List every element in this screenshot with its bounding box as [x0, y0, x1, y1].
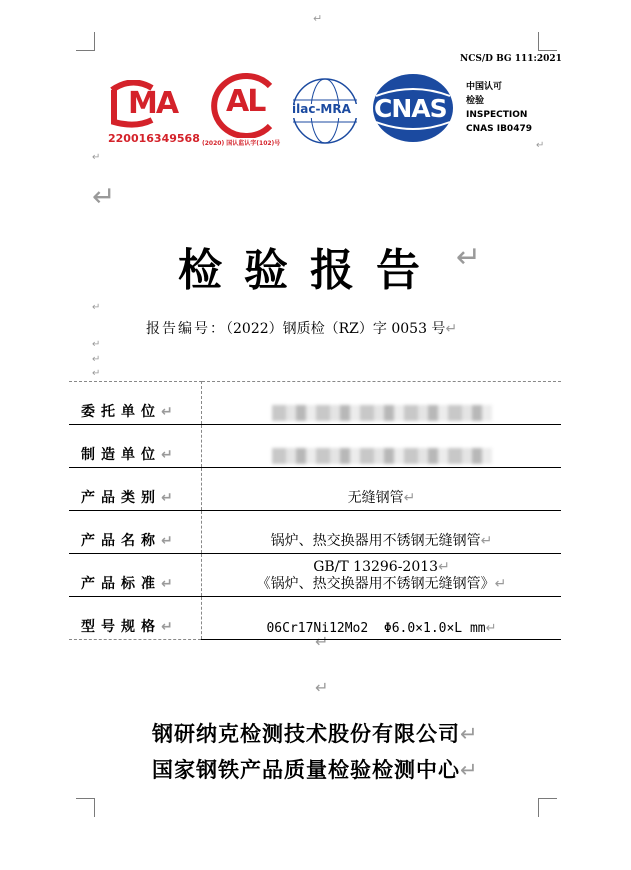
- row-label-category: 产品类别↵: [69, 468, 202, 511]
- row-label-spec: 型号规格↵: [69, 597, 202, 640]
- row-value-client: [202, 382, 562, 425]
- paragraph-mark: ↵: [315, 678, 329, 697]
- paragraph-mark: ↵: [536, 140, 545, 151]
- standard-code: GB/T 13296-2013: [313, 559, 439, 575]
- table-row: [69, 425, 561, 468]
- table-row: [69, 597, 561, 640]
- row-value-standard: GB/T 13296-2013↵ 《锅炉、热交换器用不锈钢无缝钢管》↵: [202, 554, 562, 597]
- table-row: [69, 468, 561, 511]
- cal-logo: [200, 72, 286, 152]
- crop-mark-bottom-left: [76, 798, 95, 817]
- side-line-1: 中国认可: [466, 82, 503, 92]
- report-title: 检验报告: [178, 245, 442, 296]
- report-number-line: [146, 318, 457, 338]
- paragraph-mark: ↵: [92, 152, 101, 163]
- ilac-mra-logo: [290, 76, 360, 146]
- table-row: [69, 554, 561, 597]
- doc-code: NCS/D BG 111:2021: [460, 54, 562, 64]
- ilac-mra-text: ilac-MRA: [292, 102, 351, 116]
- cnas-logo-text: CNAS: [374, 94, 447, 123]
- paragraph-mark: ↵: [92, 354, 101, 365]
- paragraph-mark: ↵: [92, 302, 101, 313]
- crop-mark-bottom-right: [538, 798, 557, 817]
- table-row: [69, 511, 561, 554]
- paragraph-mark: ↵: [92, 180, 116, 213]
- redacted-text: [272, 405, 492, 421]
- row-value-product-name: 锅炉、热交换器用不锈钢无缝钢管↵: [202, 511, 562, 554]
- paragraph-mark: ↵: [92, 368, 101, 379]
- crop-mark-top-left: [76, 32, 95, 51]
- side-line-2: 检验: [466, 96, 485, 106]
- row-label-standard: 产品标准↵: [69, 554, 202, 597]
- crop-mark-top-right: [538, 32, 557, 51]
- paragraph-mark: ↵: [315, 632, 329, 651]
- report-number-label: 报告编号：: [146, 321, 226, 337]
- cnas-logo: [370, 72, 456, 144]
- issuing-organization-1: 钢研纳克检测技术股份有限公司↵: [152, 721, 479, 746]
- cma-logo-text: MA: [128, 86, 178, 121]
- paragraph-mark: ↵: [456, 240, 482, 275]
- cal-caption: (2020) 国认监认字(102)号: [202, 140, 281, 147]
- redacted-text: [272, 448, 492, 464]
- row-value-spec: 06Cr17Ni12Mo2 Φ6.0×1.0×L mm↵: [202, 597, 562, 640]
- paragraph-mark: ↵: [92, 339, 101, 350]
- report-info-table: [69, 381, 561, 640]
- issuing-organization-2: 国家钢铁产品质量检验检测中心↵: [152, 757, 479, 782]
- row-label-client: 委托单位↵: [69, 382, 202, 425]
- side-line-4: CNAS IB0479: [466, 124, 532, 134]
- paragraph-mark: ↵: [445, 321, 458, 337]
- report-number-value: （2022）钢质检（RZ）字 0053 号: [226, 321, 446, 337]
- cal-logo-text: AL: [226, 84, 265, 119]
- row-label-product-name: 产品名称↵: [69, 511, 202, 554]
- table-row: [69, 382, 561, 425]
- row-label-manufacturer: 制造单位↵: [69, 425, 202, 468]
- row-value-manufacturer: [202, 425, 562, 468]
- paragraph-mark: ↵: [313, 12, 323, 25]
- standard-title: 《锅炉、热交换器用不锈钢无缝钢管》: [256, 576, 495, 592]
- row-value-category: 无缝钢管↵: [202, 468, 562, 511]
- accreditation-side-text: [466, 80, 532, 136]
- cma-number: 220016349568: [108, 132, 200, 145]
- cma-logo: [106, 80, 200, 148]
- side-line-3: INSPECTION: [466, 110, 528, 120]
